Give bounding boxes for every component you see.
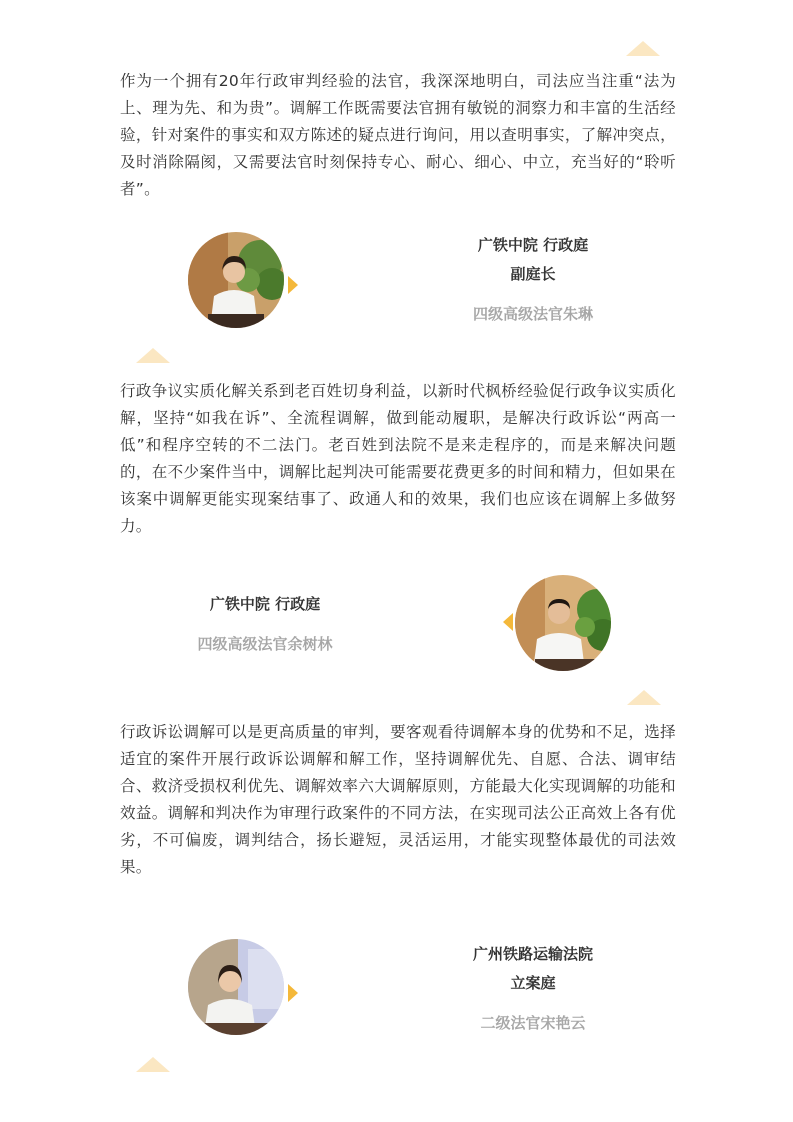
quote-paragraph-3: 行政诉讼调解可以是更高质量的审判，要客观看待调解本身的优势和不足，选择适宜的案件开展行政诉讼调解和解工作，坚持调解优先、自愿、合法、调审结合、救济受损权利优先、调解效率六大调解原则，方能最大化实现调解的功能和效益。调解和判决作为审理行政案件的不同方法，在实现司法公正高效上各有优劣，不可偏废，调判结合，扬长避短，灵活运用，才能实现整体最优的司法效果。	[120, 723, 676, 876]
decorative-triangle	[136, 348, 170, 363]
court-name: 广州铁路运输法院	[472, 945, 593, 963]
court-department: 立案庭	[510, 974, 556, 992]
decorative-triangle	[626, 41, 660, 56]
judge-photo-yu-shulin	[515, 575, 611, 671]
profile-caption-3	[450, 940, 616, 1034]
profile-caption-2	[180, 590, 350, 655]
judge-photo-song-yanyun	[188, 939, 284, 1035]
pointer-arrow-left-icon	[503, 613, 513, 631]
judge-photo-zhu-lin	[188, 232, 284, 328]
job-title: 副庭长	[510, 265, 556, 283]
judge-name: 四级高级法官朱琳	[472, 305, 593, 323]
pointer-arrow-right-icon	[288, 276, 298, 294]
decorative-triangle	[136, 1057, 170, 1072]
court-department: 广铁中院 行政庭	[477, 236, 589, 254]
pointer-arrow-right-icon	[288, 984, 298, 1002]
judge-name: 四级高级法官余树林	[197, 635, 333, 653]
judge-name: 二级法官宋艳云	[480, 1014, 586, 1032]
decorative-triangle	[627, 690, 661, 705]
quote-paragraph-2: 行政争议实质化解关系到老百姓切身利益，以新时代枫桥经验促行政争议实质化解，坚持“如我在诉”、全流程调解，做到能动履职，是解决行政诉讼“两高一低”和程序空转的不二法门。老百姓到法院不是来走程序的，而是来解决问题的，在不少案件当中，调解比起判决可能需要花费更多的时间和精力，但如果在该案中调解更能实现案结事了、政通人和的效果，我们也应该在调解上多做努力。	[120, 382, 676, 535]
court-department: 广铁中院 行政庭	[209, 595, 321, 613]
profile-caption-1	[450, 231, 616, 325]
quote-paragraph-1: 作为一个拥有20年行政审判经验的法官，我深深地明白，司法应当注重“法为上、理为先、和为贵”。调解工作既需要法官拥有敏锐的洞察力和丰富的生活经验，针对案件的事实和双方陈述的疑点进行询问，用以查明事实，了解冲突点，及时消除隔阂，又需要法官时刻保持专心、耐心、细心、中立，充当好的“聆听者”。	[120, 72, 676, 198]
